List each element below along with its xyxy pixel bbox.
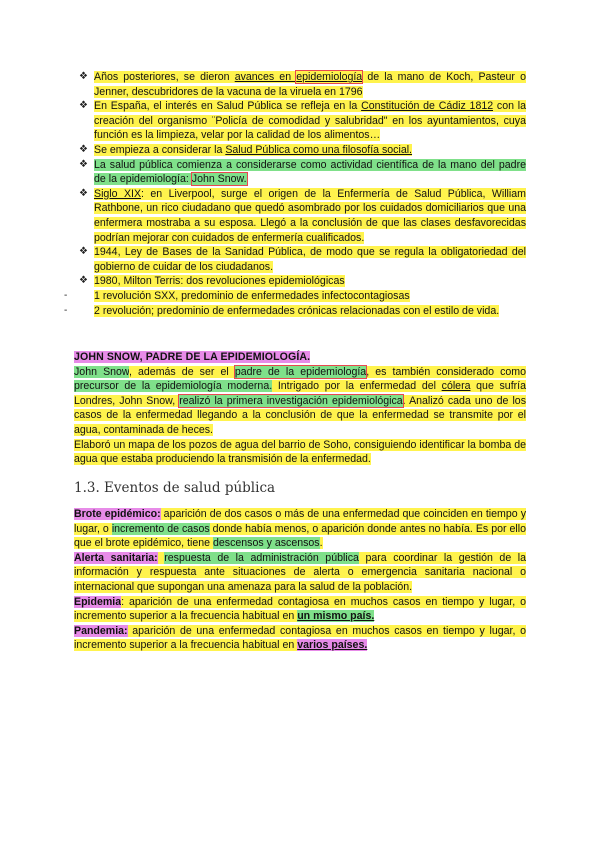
text-run: . Analizó cada uno de los casos de la enfermedad llegando a la conclusión de que la enfermedad se transmite por el agua, contaminada de heces. <box>74 394 526 436</box>
diamond-bullet-icon: ❖ <box>79 275 88 287</box>
text-run: Siglo XIX <box>94 187 142 200</box>
text-run: 2 revolución; predominio de enfermedades crónicas relacionadas con el estilo de vida. <box>94 304 500 317</box>
text-run: avances en <box>234 71 297 83</box>
text-run: que sufría Londres, John Snow, <box>74 380 527 407</box>
text-run: para coordinar la gestión de la información y respuesta ante situaciones de alerta o emergencia sanitaria nacional o internacional que supongan una amenaza para la salud de la población. <box>74 551 527 593</box>
text-run: Pandemia: <box>74 624 128 637</box>
bullet-item <box>64 289 526 304</box>
text-run: En España, el interés en Salud Pública se refleja en la <box>94 100 362 113</box>
history-bullet-list <box>64 70 527 318</box>
paragraph <box>74 365 526 438</box>
bullet-item <box>64 304 526 319</box>
text-run: incremento de casos <box>111 522 210 535</box>
diamond-bullet-icon: ❖ <box>79 246 88 258</box>
definition-paragraph <box>74 507 526 551</box>
diamond-bullet-icon: ❖ <box>79 143 88 155</box>
text-run: varios países. <box>297 639 368 652</box>
bullet-item <box>74 158 526 187</box>
bullet-item <box>74 274 526 289</box>
text-run: con la creación del organismo ¨Policía de comodidad y salubridad" en los ayuntamientos, cuya función es la limpieza, velar por la calidad de los alimentos… <box>94 100 527 142</box>
text-run: aparición de una enfermedad contagiosa en muchos casos en tiempo y lugar, o incremento superior a la frecuencia habitual en <box>74 624 526 652</box>
definition-paragraph <box>74 624 526 653</box>
john-snow-section <box>74 350 526 467</box>
text-run: Salud Pública como una filosofía social. <box>225 143 413 156</box>
diamond-bullet-icon: ❖ <box>79 187 88 199</box>
text-run: John Snow <box>74 365 129 378</box>
text-run: Se empieza a considerar la <box>94 143 226 156</box>
text-run: . <box>319 537 323 550</box>
text-run: 1980, Milton Terris: dos revoluciones epidemiológicas <box>94 275 345 288</box>
john-snow-heading <box>74 350 526 365</box>
john-snow-body <box>74 365 526 467</box>
text-run: 1944, Ley de Bases de la Sanidad Pública, de modo que se regula la obligatoriedad del gobierno de cuidar de los ciudadanos. <box>94 246 526 273</box>
diamond-bullet-icon: ❖ <box>79 158 88 170</box>
definitions-list <box>74 507 526 653</box>
diamond-bullet-icon: ❖ <box>79 100 88 112</box>
text-run: , además de ser el <box>128 365 235 378</box>
john-snow-heading-text: JOHN SNOW, PADRE DE LA EPIDEMIOLOGÍA. <box>74 351 311 363</box>
text-run: : aparición de una enfermedad contagiosa en muchos casos en tiempo y lugar, o incremento superior a la frecuencia habitual en <box>74 595 526 623</box>
diamond-bullet-icon: ❖ <box>79 71 88 82</box>
dash-marker: - <box>64 304 68 316</box>
text-run: un mismo país. <box>297 610 375 623</box>
text-run: descensos y ascensos <box>213 537 320 550</box>
text-run: cólera <box>441 380 471 393</box>
text-run: Brote epidémico: <box>74 508 161 520</box>
text-run: : en Liverpool, surge el origen de la Enfermería de Salud Pública, William Rathbone, un rico ciudadano que quedó asombrado por los cuidados domiciliarios que una enfermera mostraba a su esposa. Llegó a la conclusión de que las clases desfavorecidas podrían mejorar con cuidados de enfermería cualificados. <box>94 187 526 244</box>
text-run: Epidemia <box>74 595 122 608</box>
text-run: La salud pública comienza a considerarse como actividad científica de la mano del padre de la epidemiología: <box>94 158 526 186</box>
bullet-item <box>74 70 526 99</box>
dash-marker: - <box>64 289 68 301</box>
bullet-item <box>74 187 526 245</box>
text-run: de la mano de Koch, Pasteur o Jenner, descubridores de la vacuna de la viruela en 1796 <box>94 71 526 98</box>
bullet-item <box>74 245 526 274</box>
text-run: Elaboró un mapa de los pozos de agua del barrio de Soho, consiguiendo identificar la bomba de agua que estaba produciendo la transmisión de la enfermedad. <box>74 438 526 466</box>
text-run: padre de la epidemiología <box>234 365 367 378</box>
bullet-item <box>74 143 526 158</box>
text-run: epidemiología <box>296 71 363 83</box>
paragraph <box>74 438 526 467</box>
definition-paragraph <box>74 595 526 624</box>
text-run: Años posteriores, se dieron <box>94 71 235 83</box>
bullet-item <box>74 99 526 143</box>
text-run: , es también considerado como <box>366 365 527 378</box>
text-run: John Snow. <box>191 173 247 186</box>
text-run: precursor de la epidemiología moderna. <box>74 380 273 393</box>
text-run: Constitución de Cádiz 1812 <box>361 100 494 113</box>
text-run: aparición de dos casos o más de una enfermedad que coinciden en tiempo y lugar, o <box>74 508 527 535</box>
text-run: respuesta de la administración pública <box>164 551 359 564</box>
section-title: 1.3. Eventos de salud pública <box>74 480 276 496</box>
text-run: realizó la primera investigación epidemiológica <box>179 394 403 407</box>
text-run: Alerta sanitaria: <box>74 551 158 564</box>
definition-paragraph <box>74 551 526 595</box>
text-run: Intrigado por la enfermedad del <box>272 380 442 393</box>
text-run: 1 revolución SXX, predominio de enfermedades infectocontagiosas <box>94 289 410 302</box>
text-run: donde había menos, o aparición donde antes no había. Es por ello que el brote epidémico, tiene <box>74 522 527 550</box>
